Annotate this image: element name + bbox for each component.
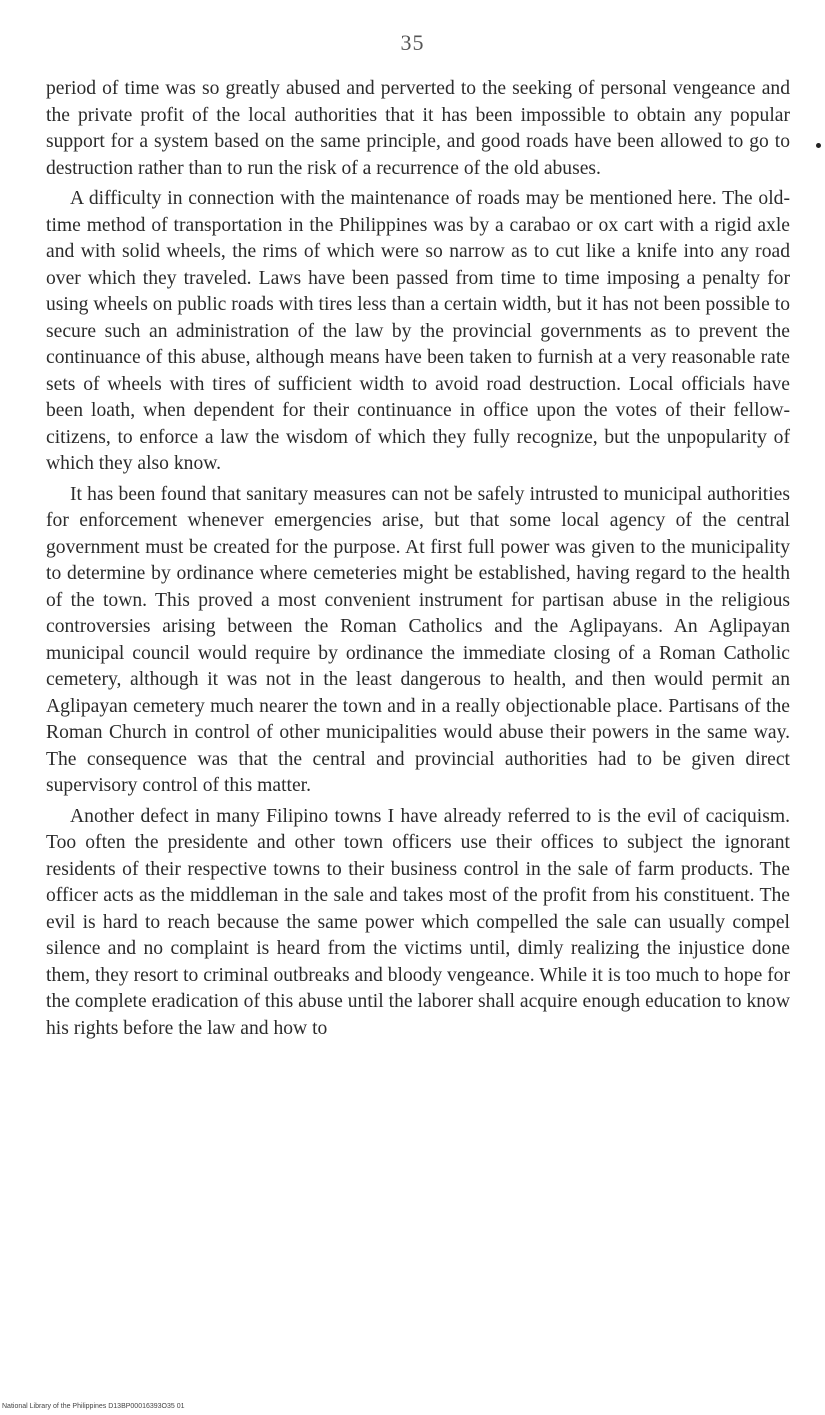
page-number: 35 [400,30,425,55]
text-body [46,76,790,1042]
paragraph-4: Another defect in many Filipino towns I have already referred to is the evil of caciquism. Too often the presidente and other town officers use their offices to subject the ignorant residents of their respective towns to their business control in the sale of farm products. The officer acts as the middleman in the sale and takes most of the profit from his constituent. The evil is hard to reach because the same power which compelled the sale can usually compel silence and no complaint is heard from the victims until, dimly realizing the injustice done them, they resort to criminal outbreaks and bloody vengeance. While it is too much to hope for the complete eradication of this abuse until the laborer shall acquire enough education to know his rights before the law and how to [46,805,791,1039]
library-footer-stamp: National Library of the Philippines D13BP00016393O35 01 [2,1403,185,1410]
paragraph-2: A difficulty in connection with the maintenance of roads may be mentioned here. The old-time method of transportation in the Philippines was by a carabao or ox cart with a rigid axle and with solid wheels, the rims of which were so narrow as to cut like a knife into any road over which they traveled. Laws have been passed from time to time imposing a penalty for using wheels on public roads with tires less than a certain width, but it has not been possible to secure such an administration of the law by the provincial governments as to prevent the continuance of this abuse, although means have been taken to furnish at a very reasonable rate sets of wheels with tires of sufficient width to avoid road destruction. Local officials have been loath, when dependent for their continuance in office upon the votes of their fellow-citizens, to enforce a law the wisdom of which they fully recognize, but the unpopularity of which they also know. [46,188,790,474]
margin-ink-mark [816,143,821,148]
paragraph-1: period of time was so greatly abused and perverted to the seeking of personal vengeance and the private profit of the local authorities that it has been impossible to obtain any popular support for a system based on the same principle, and good roads have been allowed to go to destruction rather than to run the risk of a recurrence of the old abuses. [46,78,790,179]
paragraph-3: It has been found that sanitary measures can not be safely intrusted to municipal authorities for enforcement whenever emergencies arise, but that some local agency of the central government must be created for the purpose. At first full power was given to the municipality to determine by ordinance where cemeteries might be established, having regard to the health of the town. This proved a most convenient instrument for partisan abuse in the religious controversies arising between the Roman Catholics and the Aglipayans. An Aglipayan municipal council would require by ordinance the immediate closing of a Roman Catholic cemetery, although it was not in the least dangerous to health, and then would permit an Aglipayan cemetery much nearer the town and in a really objectionable place. Partisans of the Roman Church in control of other municipalities would abuse their powers in the same way. The consequence was that the central and provincial authorities had to be given direct supervisory control of this matter. [46,483,790,796]
